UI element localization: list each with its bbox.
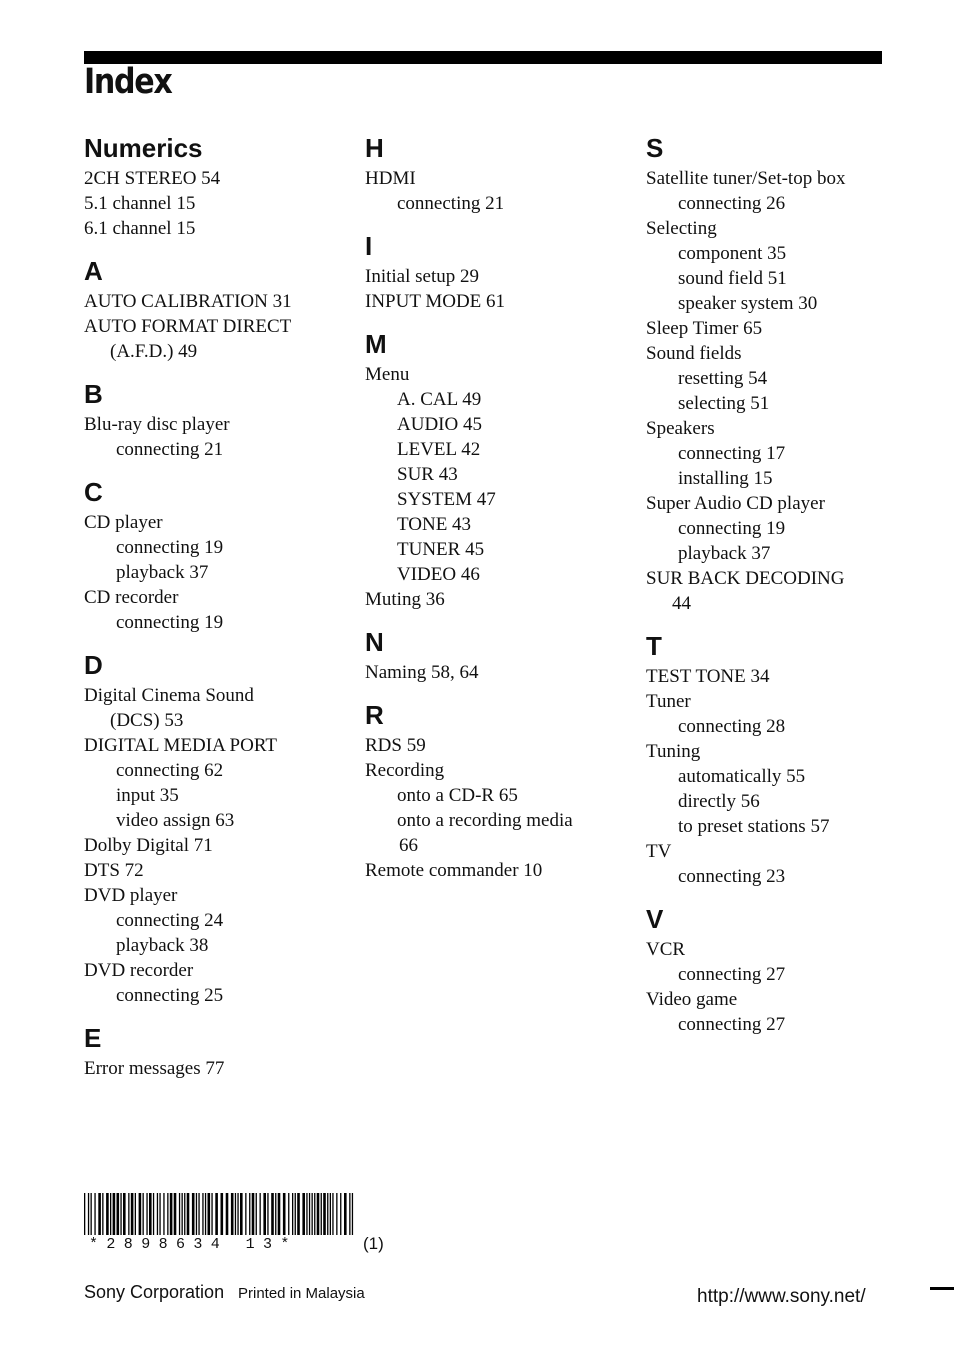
index-section (365, 327, 635, 612)
index-subentry: connecting 28 (678, 716, 786, 737)
index-entry: DVD recorder (84, 960, 194, 981)
index-section (365, 698, 635, 883)
index-subentry: playback 38 (116, 935, 209, 956)
index-subentry: connecting 62 (116, 760, 224, 781)
index-section (365, 229, 635, 314)
index-entry: SUR BACK DECODING (646, 568, 845, 589)
index-subentry: connecting 27 (678, 1014, 786, 1035)
index-subentry: SUR 43 (397, 464, 458, 485)
index-entry: Super Audio CD player (646, 493, 825, 514)
index-entry: TV (646, 841, 672, 862)
index-section (365, 625, 635, 685)
index-subentry: TUNER 45 (397, 539, 485, 560)
index-section (646, 629, 916, 889)
index-entry: Video game (646, 989, 738, 1010)
index-subentry: connecting 26 (678, 193, 786, 214)
index-section (84, 648, 354, 1008)
index-subentry: connecting 19 (116, 612, 224, 633)
index-subentry: connecting 24 (116, 910, 224, 931)
index-entry: 2CH STEREO 54 (84, 168, 221, 189)
index-entry: INPUT MODE 61 (365, 291, 506, 312)
index-subentry: 44 (672, 593, 691, 614)
section-heading: T (646, 631, 662, 661)
index-column-2 (365, 131, 635, 896)
index-subentry: LEVEL 42 (397, 439, 481, 460)
index-subentry: connecting 23 (678, 866, 786, 887)
index-subentry: connecting 21 (116, 439, 224, 460)
website-url: http://www.sony.net/ (697, 1286, 866, 1307)
index-subentry: to preset stations 57 (678, 816, 830, 837)
index-subentry: playback 37 (116, 562, 209, 583)
index-entry: Sleep Timer 65 (646, 318, 763, 339)
index-entry: 5.1 channel 15 (84, 193, 196, 214)
index-subentry: (A.F.D.) 49 (110, 341, 198, 362)
index-entry: AUTO FORMAT DIRECT (84, 316, 292, 337)
index-section (646, 131, 916, 616)
section-heading: V (646, 904, 664, 934)
section-heading: R (365, 700, 384, 730)
index-entry: 6.1 channel 15 (84, 218, 196, 239)
index-entry: Dolby Digital 71 (84, 835, 213, 856)
section-heading: B (84, 379, 103, 409)
index-column-3 (646, 131, 916, 1050)
printed-in: Printed in Malaysia (238, 1285, 365, 1302)
index-subentry: A. CAL 49 (397, 389, 482, 410)
page-edge-mark (930, 1287, 954, 1290)
index-entry: DIGITAL MEDIA PORT (84, 735, 277, 756)
index-section (646, 902, 916, 1037)
index-entry: Error messages 77 (84, 1058, 225, 1079)
index-entry: Initial setup 29 (365, 266, 479, 287)
barcode-suffix: (1) (363, 1234, 384, 1253)
index-entry: Digital Cinema Sound (84, 685, 254, 706)
index-entry: DTS 72 (84, 860, 144, 881)
index-entry: RDS 59 (365, 735, 426, 756)
section-heading: A (84, 256, 103, 286)
barcode (84, 1193, 356, 1235)
index-subentry: installing 15 (678, 468, 773, 489)
index-subentry: connecting 21 (397, 193, 505, 214)
index-subentry: speaker system 30 (678, 293, 818, 314)
index-section (84, 475, 354, 635)
index-subentry: SYSTEM 47 (397, 489, 496, 510)
index-subentry: VIDEO 46 (397, 564, 480, 585)
index-subentry: 66 (399, 835, 418, 856)
section-heading: E (84, 1023, 102, 1053)
company-name: Sony Corporation (84, 1282, 225, 1302)
index-subentry: input 35 (116, 785, 179, 806)
index-entry: CD player (84, 512, 163, 533)
index-subentry: component 35 (678, 243, 787, 264)
index-entry: Naming 58, 64 (365, 662, 479, 683)
index-entry: Remote commander 10 (365, 860, 543, 881)
index-column-1 (84, 131, 354, 1094)
index-entry: Menu (365, 364, 410, 385)
index-entry: DVD player (84, 885, 178, 906)
index-subentry: onto a CD-R 65 (397, 785, 518, 806)
index-subentry: (DCS) 53 (110, 710, 184, 731)
index-subentry: directly 56 (678, 791, 760, 812)
section-heading: M (365, 329, 387, 359)
section-heading: H (365, 133, 384, 163)
section-heading: Numerics (84, 133, 203, 163)
index-subentry: TONE 43 (397, 514, 472, 535)
index-subentry: connecting 25 (116, 985, 224, 1006)
index-subentry: sound field 51 (678, 268, 787, 289)
page-title: Index (84, 62, 172, 102)
section-heading: N (365, 627, 384, 657)
index-entry: Recording (365, 760, 445, 781)
index-subentry: video assign 63 (116, 810, 235, 831)
index-subentry: resetting 54 (678, 368, 768, 389)
top-rule (84, 51, 882, 64)
index-entry: TEST TONE 34 (646, 666, 770, 687)
index-subentry: connecting 19 (116, 537, 224, 558)
barcode-number: *2898634 13* (89, 1236, 298, 1253)
index-subentry: automatically 55 (678, 766, 806, 787)
index-section (84, 377, 354, 462)
index-subentry: AUDIO 45 (397, 414, 482, 435)
index-entry: Satellite tuner/Set-top box (646, 168, 846, 189)
index-entry: Sound fields (646, 343, 742, 364)
index-entry: HDMI (365, 168, 416, 189)
section-heading: C (84, 477, 103, 507)
index-section (365, 131, 635, 216)
index-entry: Selecting (646, 218, 717, 239)
index-subentry: playback 37 (678, 543, 771, 564)
index-section (84, 1021, 354, 1081)
index-entry: VCR (646, 939, 686, 960)
index-entry: Muting 36 (365, 589, 445, 610)
index-entry: Blu-ray disc player (84, 414, 230, 435)
index-entry: AUTO CALIBRATION 31 (84, 291, 292, 312)
index-entry: Tuning (646, 741, 701, 762)
index-entry: Tuner (646, 691, 691, 712)
index-entry: CD recorder (84, 587, 179, 608)
index-subentry: connecting 19 (678, 518, 786, 539)
section-heading: D (84, 650, 103, 680)
index-subentry: selecting 51 (678, 393, 770, 414)
section-heading: I (365, 231, 373, 261)
index-subentry: onto a recording media (397, 810, 573, 831)
section-heading: S (646, 133, 664, 163)
index-section (84, 131, 354, 241)
index-section (84, 254, 354, 364)
index-subentry: connecting 17 (678, 443, 786, 464)
index-entry: Speakers (646, 418, 715, 439)
index-subentry: connecting 27 (678, 964, 786, 985)
